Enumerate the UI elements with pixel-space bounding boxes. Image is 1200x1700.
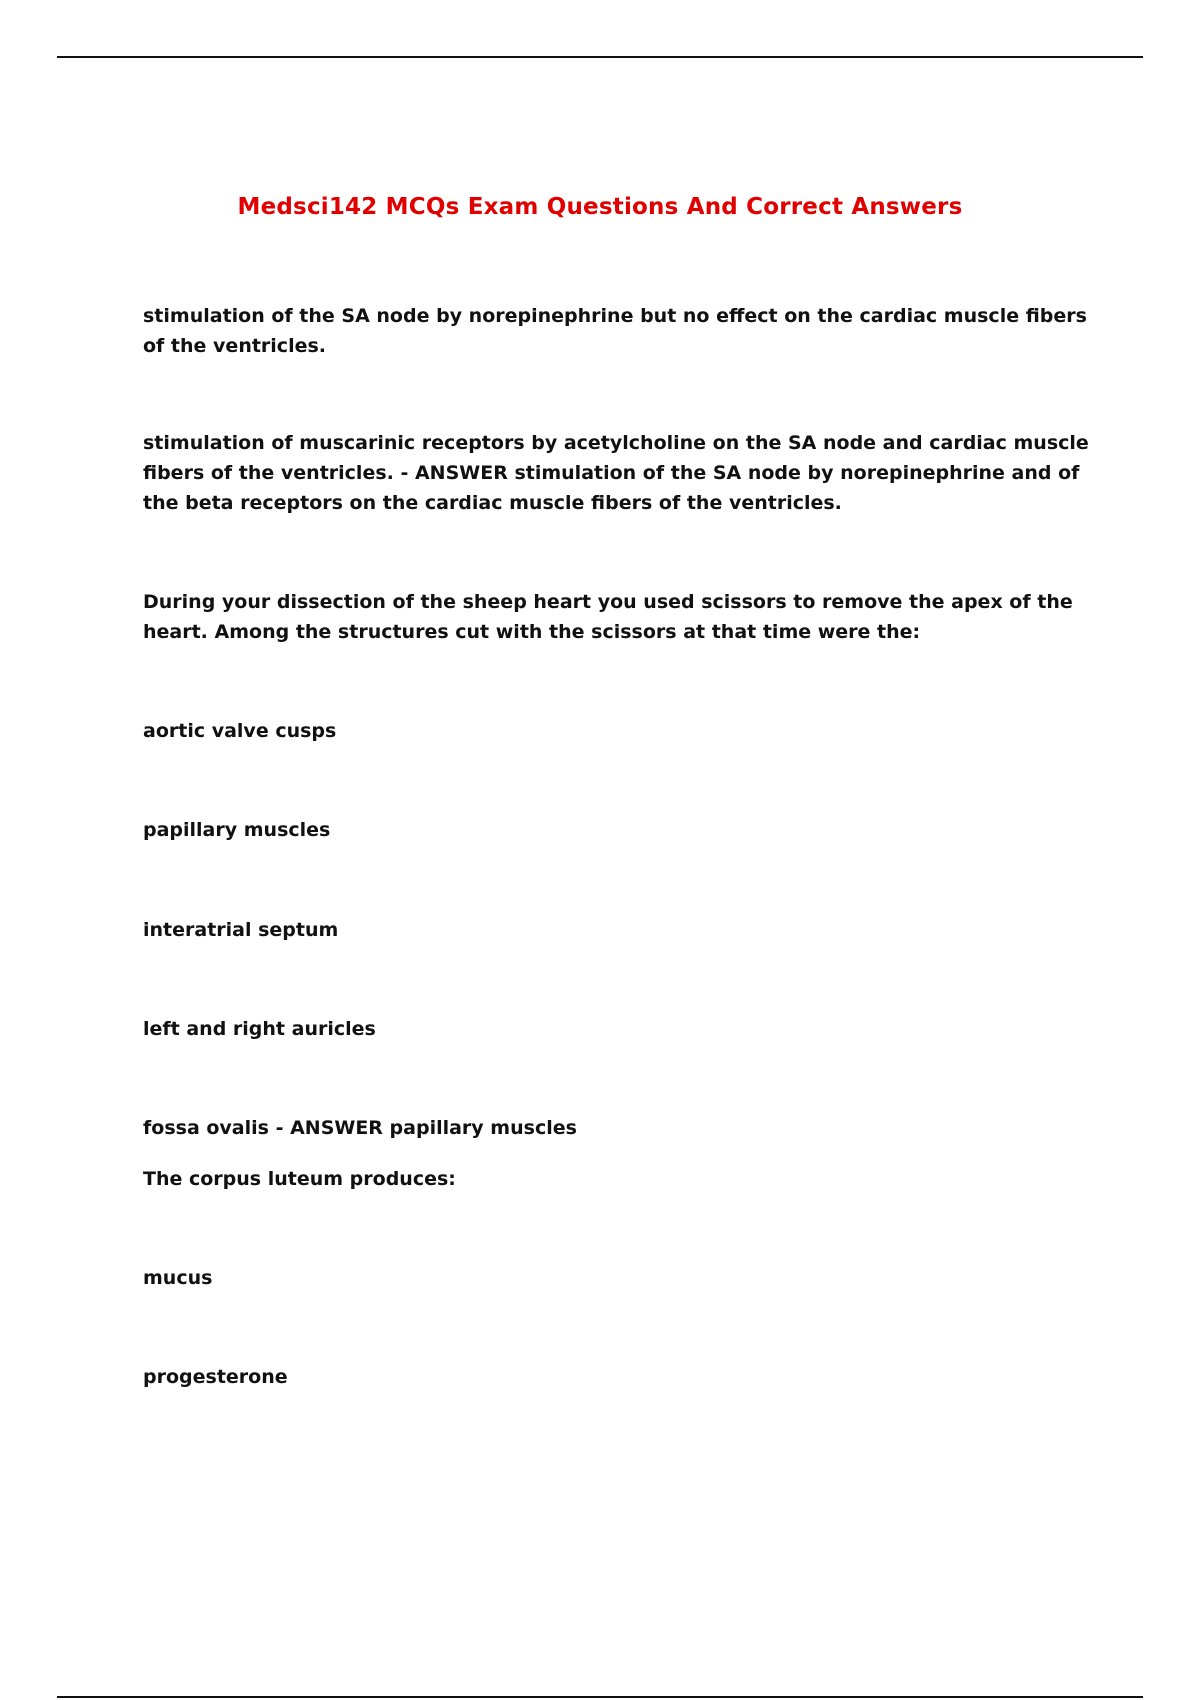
paragraph-2: stimulation of muscarinic receptors by acetylcholine on the SA node and cardiac muscle fibers of the ventricles. - ANSWER stimulation of the SA node by norepinephrine and of the beta receptors on the cardiac muscle fibers of the ventricles. (143, 432, 1089, 514)
option-interatrial-septum: interatrial septum (143, 919, 339, 941)
paragraph-1: stimulation of the SA node by norepinephrine but no effect on the cardiac muscle fibers of the ventricles. (143, 305, 1087, 357)
top-rule (57, 56, 1143, 58)
question-corpus-luteum: The corpus luteum produces: (143, 1168, 456, 1190)
document-title: Medsci142 MCQs Exam Questions And Correct Answers (237, 194, 963, 220)
option-papillary-muscles: papillary muscles (143, 819, 331, 841)
option-mucus: mucus (143, 1267, 213, 1289)
bottom-rule (57, 1696, 1143, 1698)
paragraph-3: During your dissection of the sheep heart you used scissors to remove the apex of the heart. Among the structures cut with the scissors at that time were the: (143, 591, 1073, 643)
option-aortic-valve-cusps: aortic valve cusps (143, 720, 337, 742)
option-progesterone: progesterone (143, 1366, 288, 1388)
option-left-and-right-auricles: left and right auricles (143, 1018, 376, 1040)
option-fossa-ovalis-answer: fossa ovalis - ANSWER papillary muscles (143, 1117, 577, 1139)
